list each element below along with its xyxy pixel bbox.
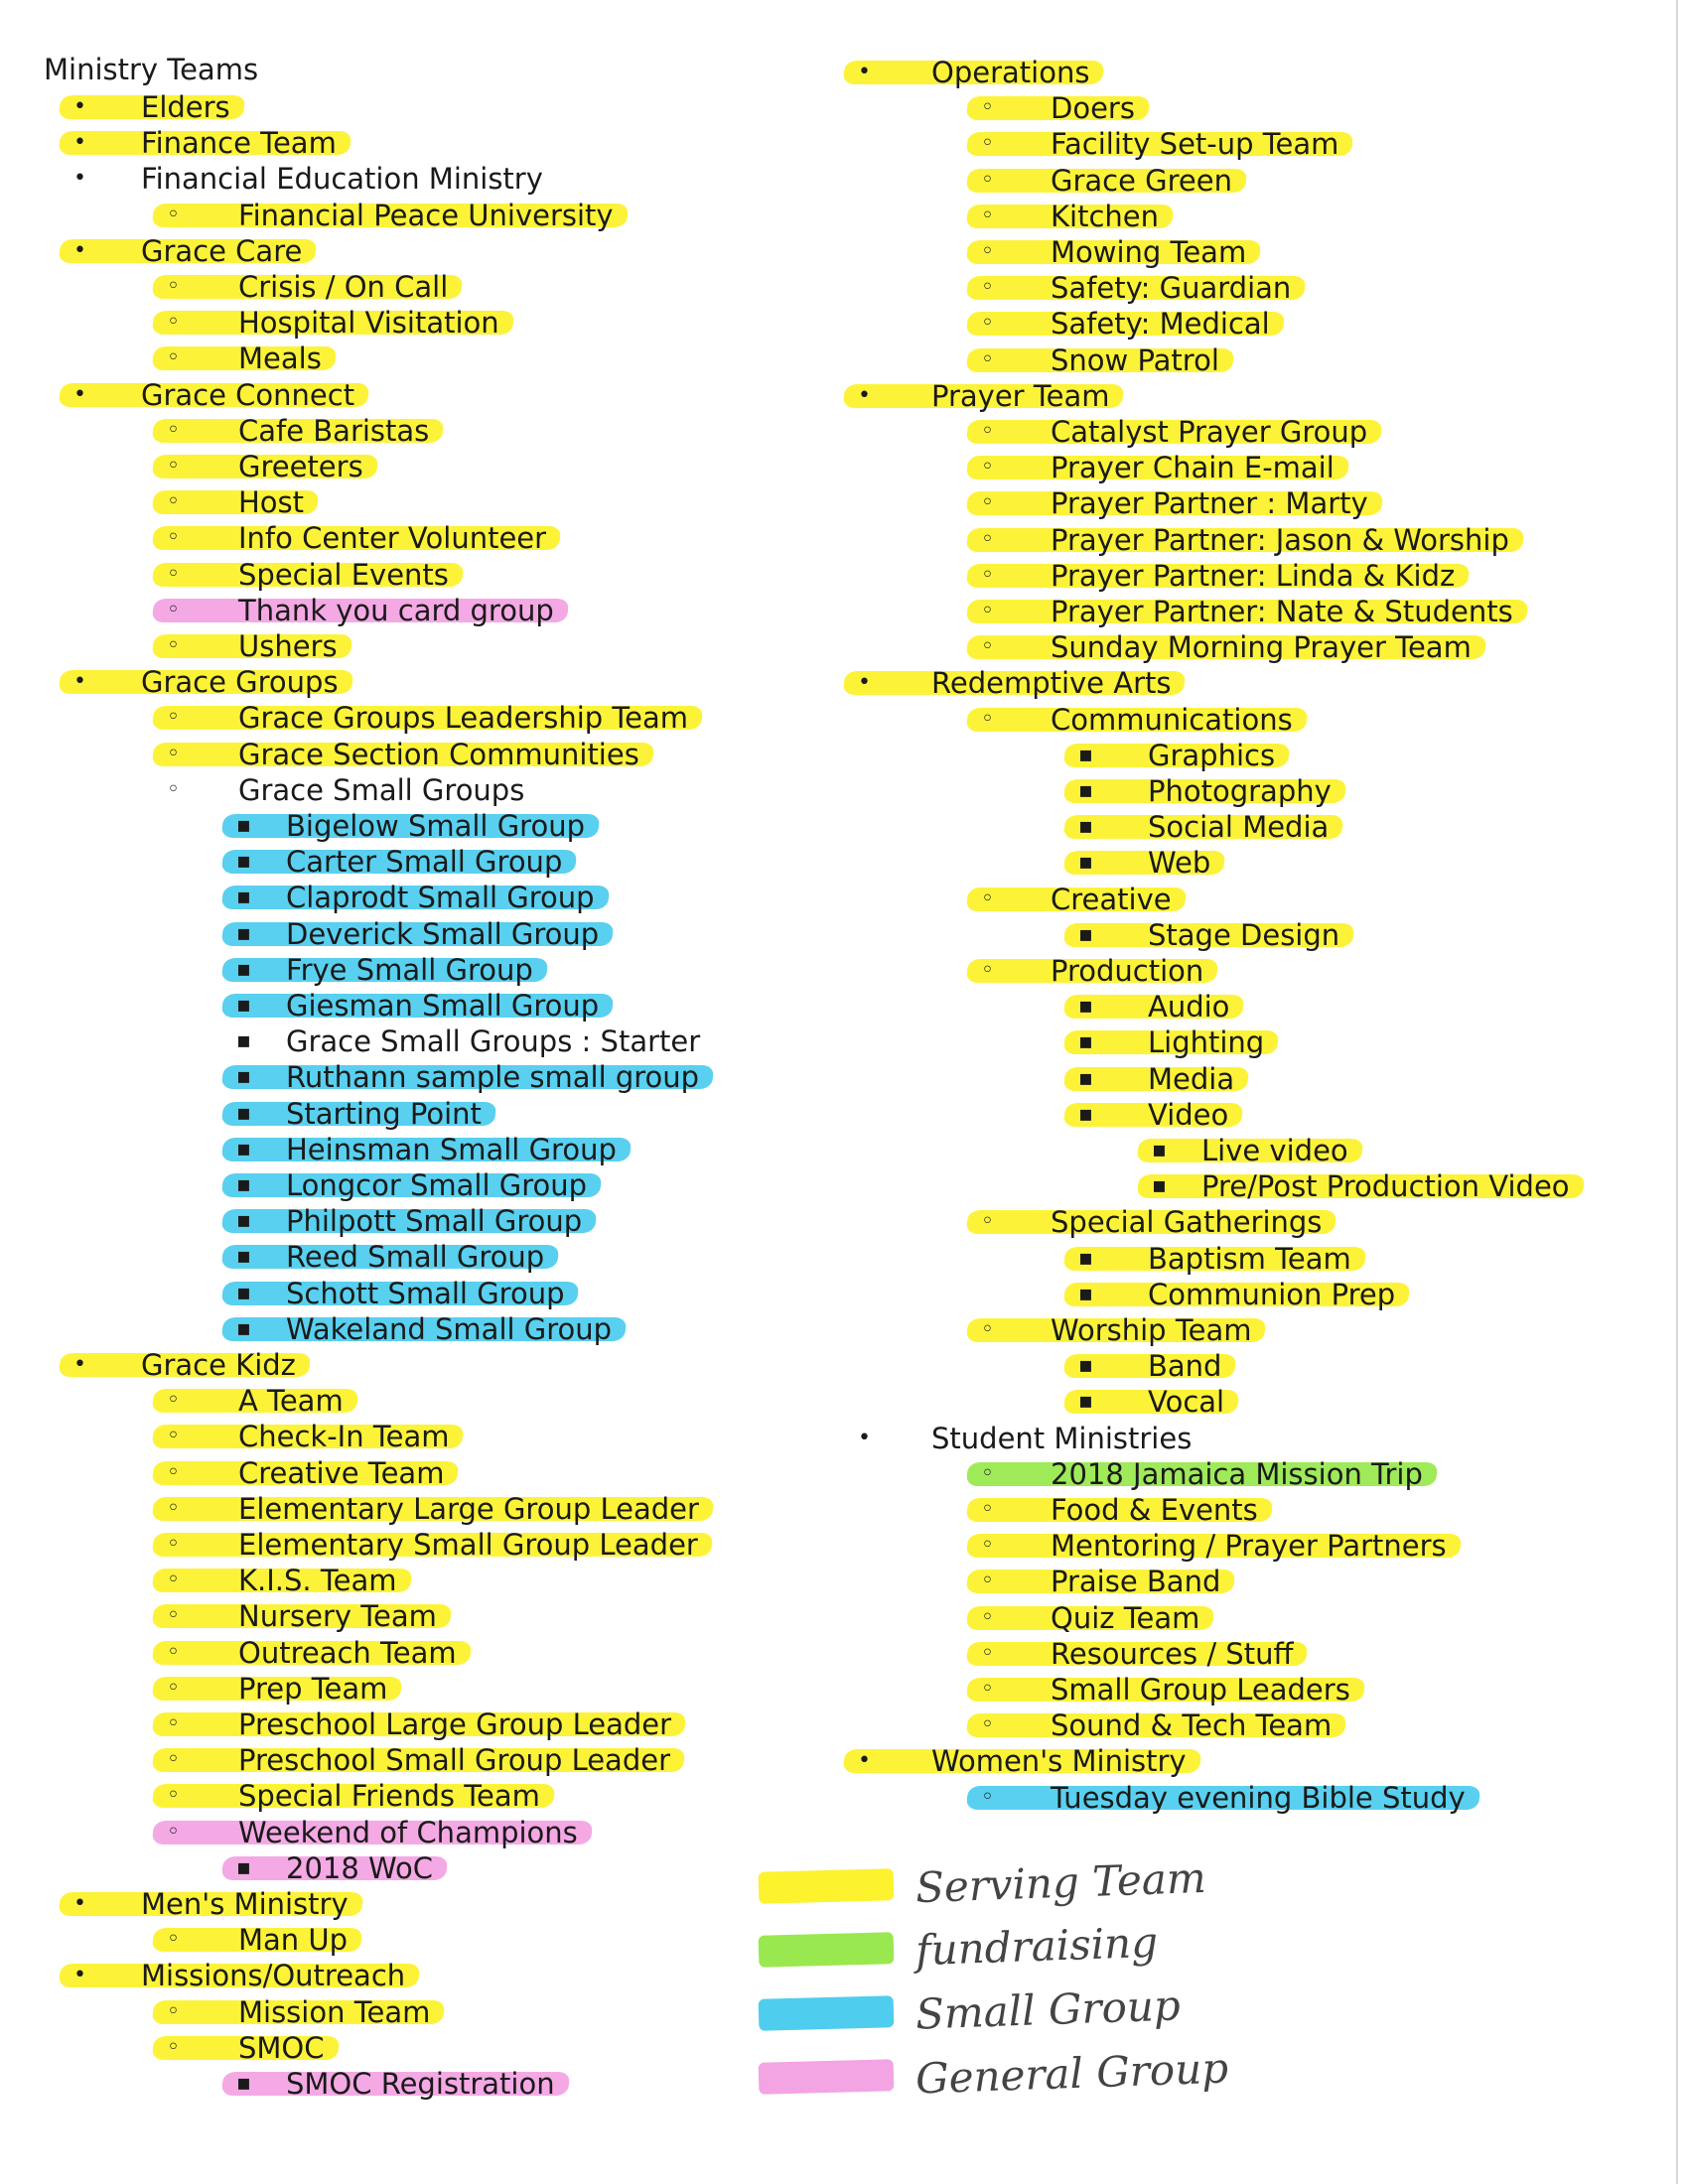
item-label: Reed Small Group bbox=[286, 1240, 545, 1275]
item-label: Special Gatherings bbox=[1051, 1205, 1323, 1240]
item-label: Elders bbox=[141, 90, 230, 124]
bullet-icon: ◦ bbox=[981, 526, 994, 552]
bullet-icon: ◦ bbox=[981, 634, 994, 660]
item-label: Production bbox=[1051, 954, 1204, 988]
bullet-icon: ◦ bbox=[981, 239, 994, 264]
bullet-icon: ◦ bbox=[981, 275, 994, 301]
bullet-icon: ▪ bbox=[236, 1172, 251, 1197]
bullet-icon: ▪ bbox=[1078, 921, 1093, 947]
bullet-icon: ◦ bbox=[981, 167, 994, 193]
item-label: Women's Ministry bbox=[931, 1744, 1187, 1779]
bullet-icon: ▪ bbox=[236, 920, 251, 946]
bullet-icon: • bbox=[858, 60, 871, 84]
legend-label: Small Group bbox=[914, 1980, 1182, 2039]
bullet-icon: ▪ bbox=[236, 1315, 251, 1341]
item-label: Safety: Medical bbox=[1051, 307, 1270, 341]
item-label: Heinsman Small Group bbox=[286, 1132, 617, 1166]
item-label: Grace Care bbox=[141, 233, 303, 268]
item-label: Pre/Post Production Video bbox=[1201, 1169, 1570, 1204]
bullet-icon: ◦ bbox=[981, 958, 994, 983]
bullet-icon: ◦ bbox=[981, 419, 994, 444]
item-label: Prayer Chain E-mail bbox=[1051, 451, 1335, 485]
bullet-icon: ◦ bbox=[167, 1675, 180, 1701]
item-label: Video bbox=[1148, 1097, 1229, 1132]
bullet-icon: ◦ bbox=[167, 1747, 180, 1773]
bullet-icon: ◦ bbox=[981, 1460, 994, 1486]
bullet-icon: ◦ bbox=[981, 1784, 994, 1810]
bullet-icon: • bbox=[73, 1963, 86, 1988]
item-label: Elementary Small Group Leader bbox=[238, 1528, 698, 1562]
item-label: Carter Small Group bbox=[286, 845, 563, 880]
item-label: Wakeland Small Group bbox=[286, 1311, 613, 1346]
bullet-icon: • bbox=[858, 670, 871, 696]
item-label: Giesman Small Group bbox=[286, 989, 600, 1023]
bullet-icon: ◦ bbox=[981, 706, 994, 732]
bullet-icon: ◦ bbox=[167, 1388, 180, 1414]
item-label: Special Friends Team bbox=[238, 1779, 540, 1814]
bullet-icon: ◦ bbox=[981, 490, 994, 516]
item-label: Audio bbox=[1148, 990, 1230, 1024]
item-label: Praise Band bbox=[1051, 1565, 1221, 1599]
bullet-icon: ▪ bbox=[236, 1064, 251, 1090]
bullet-icon: ◦ bbox=[981, 1604, 994, 1630]
bullet-icon: ◦ bbox=[167, 525, 180, 551]
item-label: Baptism Team bbox=[1148, 1241, 1351, 1276]
item-label: Resources / Stuff bbox=[1051, 1636, 1294, 1671]
bullet-icon: ▪ bbox=[236, 1244, 251, 1270]
item-label: Quiz Team bbox=[1051, 1600, 1200, 1635]
bullet-icon: ▪ bbox=[1078, 1029, 1093, 1055]
item-label: Grace Kidz bbox=[141, 1348, 296, 1382]
bullet-icon: ▪ bbox=[1078, 778, 1093, 803]
bullet-icon: • bbox=[858, 1425, 871, 1450]
bullet-icon: ◦ bbox=[167, 202, 180, 227]
page-title: Ministry Teams bbox=[44, 53, 259, 86]
item-label: Starting Point bbox=[286, 1096, 482, 1131]
item-label: Outreach Team bbox=[238, 1635, 457, 1670]
item-label: K.I.S. Team bbox=[238, 1564, 397, 1598]
serving-swatch bbox=[759, 1868, 895, 1904]
item-label: Mentoring / Prayer Partners bbox=[1051, 1529, 1447, 1564]
item-label: Sound & Tech Team bbox=[1051, 1708, 1333, 1743]
bullet-icon: ◦ bbox=[981, 886, 994, 911]
bullet-icon: ◦ bbox=[167, 1819, 180, 1844]
legend-label: General Group bbox=[914, 2043, 1229, 2104]
item-label: Lighting bbox=[1148, 1025, 1265, 1060]
bullet-icon: ▪ bbox=[1078, 1281, 1093, 1306]
item-label: Graphics bbox=[1148, 738, 1276, 772]
bullet-icon: ◦ bbox=[167, 561, 180, 587]
bullet-icon: ▪ bbox=[236, 1854, 251, 1880]
item-label: Stage Design bbox=[1148, 917, 1340, 952]
item-label: Check-In Team bbox=[238, 1420, 450, 1454]
bullet-icon: ▪ bbox=[236, 956, 251, 982]
item-label: Thank you card group bbox=[238, 593, 554, 627]
item-label: Band bbox=[1148, 1349, 1222, 1384]
bullet-icon: ◦ bbox=[167, 1603, 180, 1629]
bullet-icon: • bbox=[858, 382, 871, 408]
item-label: Financial Peace University bbox=[238, 198, 614, 232]
item-label: Live video bbox=[1201, 1134, 1348, 1167]
item-label: Preschool Large Group Leader bbox=[238, 1707, 672, 1741]
item-label: Communion Prep bbox=[1148, 1277, 1396, 1311]
bullet-icon: ▪ bbox=[236, 993, 251, 1018]
bullet-icon: ▪ bbox=[1078, 1101, 1093, 1127]
item-label: Food & Events bbox=[1051, 1493, 1258, 1527]
item-label: Grace Groups bbox=[141, 665, 339, 700]
bullet-icon: ◦ bbox=[981, 1640, 994, 1666]
item-label: Meals bbox=[238, 341, 322, 376]
item-label: Student Ministries bbox=[931, 1421, 1193, 1455]
bullet-icon: ▪ bbox=[236, 813, 251, 838]
bullet-icon: ◦ bbox=[981, 1497, 994, 1522]
bullet-icon: ▪ bbox=[236, 1208, 251, 1234]
bullet-icon: ◦ bbox=[167, 1568, 180, 1593]
fundraising-swatch bbox=[759, 1932, 895, 1968]
item-label: Tuesday evening Bible Study bbox=[1051, 1780, 1466, 1815]
bullet-icon: ▪ bbox=[236, 885, 251, 910]
bullet-icon: ▪ bbox=[236, 1100, 251, 1126]
item-label: Men's Ministry bbox=[141, 1887, 349, 1921]
item-label: Grace Groups Leadership Team bbox=[238, 701, 689, 736]
item-label: Finance Team bbox=[141, 126, 337, 161]
item-label: Creative Team bbox=[238, 1455, 445, 1490]
item-label: Prayer Partner: Nate & Students bbox=[1051, 595, 1513, 628]
item-label: Prayer Partner : Marty bbox=[1051, 486, 1368, 521]
item-label: Bigelow Small Group bbox=[286, 809, 585, 843]
bullet-icon: ◦ bbox=[167, 1532, 180, 1557]
bullet-icon: ▪ bbox=[1078, 1353, 1093, 1379]
item-label: Snow Patrol bbox=[1051, 342, 1219, 377]
item-label: Philpott Small Group bbox=[286, 1204, 583, 1239]
item-label: Grace Section Communities bbox=[238, 737, 639, 771]
bullet-icon: ◦ bbox=[981, 346, 994, 372]
bullet-icon: ◦ bbox=[981, 599, 994, 623]
bullet-icon: • bbox=[73, 130, 86, 156]
bullet-icon: ▪ bbox=[236, 1136, 251, 1161]
item-label: Media bbox=[1148, 1061, 1235, 1096]
item-label: Man Up bbox=[238, 1923, 349, 1958]
item-label: Ruthann sample small group bbox=[286, 1060, 700, 1095]
item-label: Cafe Baristas bbox=[238, 413, 430, 448]
item-label: Grace Small Groups bbox=[238, 772, 525, 807]
item-label: SMOC Registration bbox=[286, 2067, 555, 2101]
item-label: Special Events bbox=[238, 557, 449, 592]
item-label: Frye Small Group bbox=[286, 952, 533, 987]
item-label: Grace Connect bbox=[141, 377, 355, 412]
item-label: Longcor Small Group bbox=[286, 1168, 588, 1202]
item-label: Claprodt Small Group bbox=[286, 881, 595, 915]
bullet-icon: ◦ bbox=[167, 274, 180, 299]
bullet-icon: ◦ bbox=[981, 311, 994, 337]
item-label: Prayer Partner: Linda & Kidz bbox=[1051, 558, 1456, 593]
item-label: Communications bbox=[1051, 702, 1293, 737]
item-label: Prep Team bbox=[238, 1671, 388, 1706]
bullet-icon: ▪ bbox=[236, 1280, 251, 1305]
item-label: Mowing Team bbox=[1051, 235, 1247, 269]
item-label: Photography bbox=[1148, 774, 1332, 808]
legend-item-small-group bbox=[755, 1980, 1271, 2039]
item-label: Schott Small Group bbox=[286, 1276, 565, 1310]
general-swatch bbox=[759, 2059, 895, 2095]
item-label: Weekend of Champions bbox=[238, 1815, 578, 1849]
bullet-icon: ▪ bbox=[1078, 1389, 1093, 1415]
bullet-icon: ▪ bbox=[1078, 1245, 1093, 1271]
legend-item-serving bbox=[755, 1852, 1271, 1913]
bullet-icon: • bbox=[858, 1748, 871, 1774]
bullet-icon: ◦ bbox=[167, 454, 180, 478]
item-label: Nursery Team bbox=[238, 1599, 437, 1634]
scan-edge bbox=[1676, 0, 1678, 2184]
bullet-icon: ◦ bbox=[981, 131, 994, 157]
bullet-icon: ◦ bbox=[167, 1495, 180, 1521]
bullet-icon: • bbox=[73, 166, 86, 192]
bullet-icon: ◦ bbox=[981, 203, 994, 228]
item-label: Grace Green bbox=[1051, 163, 1232, 198]
bullet-icon: ▪ bbox=[236, 849, 251, 875]
item-label: Vocal bbox=[1148, 1385, 1225, 1420]
item-label: Operations bbox=[931, 56, 1090, 89]
bullet-icon: ◦ bbox=[167, 489, 180, 515]
bullet-icon: ◦ bbox=[167, 1783, 180, 1809]
bullet-icon: ◦ bbox=[981, 455, 994, 480]
bullet-icon: ◦ bbox=[167, 1927, 180, 1953]
bullet-icon: ◦ bbox=[981, 1677, 994, 1702]
item-label: Kitchen bbox=[1051, 199, 1159, 233]
small-group-swatch bbox=[759, 1995, 895, 2031]
bullet-icon: • bbox=[73, 381, 86, 407]
item-label: Missions/Outreach bbox=[141, 1959, 406, 1993]
item-label: Social Media bbox=[1148, 810, 1330, 845]
bullet-icon: ▪ bbox=[1078, 1065, 1093, 1091]
bullet-icon: ◦ bbox=[981, 1569, 994, 1594]
bullet-icon: • bbox=[73, 237, 86, 263]
item-label: Catalyst Prayer Group bbox=[1051, 415, 1368, 449]
item-label: Worship Team bbox=[1051, 1313, 1252, 1347]
item-label: Redemptive Arts bbox=[931, 666, 1172, 701]
legend-item-general bbox=[755, 2043, 1271, 2104]
item-label: Info Center Volunteer bbox=[238, 521, 547, 556]
bullet-icon: ◦ bbox=[981, 95, 994, 121]
bullet-icon: ◦ bbox=[167, 1998, 180, 2024]
bullet-icon: ◦ bbox=[167, 597, 180, 622]
bullet-icon: ▪ bbox=[1078, 814, 1093, 840]
bullet-icon: ◦ bbox=[167, 776, 180, 802]
bullet-icon: ◦ bbox=[167, 345, 180, 371]
bullet-icon: ◦ bbox=[167, 1459, 180, 1485]
item-label: SMOC bbox=[238, 2030, 325, 2065]
bullet-icon: ◦ bbox=[167, 310, 180, 336]
bullet-icon: ▪ bbox=[1152, 1138, 1167, 1162]
item-label: Facility Set-up Team bbox=[1051, 127, 1339, 162]
bullet-icon: ▪ bbox=[236, 1028, 251, 1054]
item-label: Preschool Small Group Leader bbox=[238, 1743, 670, 1778]
bullet-icon: ◦ bbox=[167, 633, 180, 658]
bullet-icon: • bbox=[73, 1352, 86, 1377]
item-label: Sunday Morning Prayer Team bbox=[1051, 630, 1472, 665]
item-label: Crisis / On Call bbox=[238, 270, 449, 304]
bullet-icon: ◦ bbox=[167, 1711, 180, 1736]
item-label: Small Group Leaders bbox=[1051, 1673, 1350, 1706]
item-label: Prayer Partner: Jason & Worship bbox=[1051, 522, 1509, 557]
bullet-icon: ▪ bbox=[1078, 742, 1093, 767]
bullet-icon: ◦ bbox=[981, 1209, 994, 1235]
item-label: Financial Education Ministry bbox=[141, 162, 543, 197]
bullet-icon: ▪ bbox=[236, 2071, 251, 2096]
bullet-icon: ▪ bbox=[1078, 994, 1093, 1020]
item-label: 2018 WoC bbox=[286, 1850, 433, 1885]
bullet-icon: ◦ bbox=[981, 1712, 994, 1738]
bullet-icon: ▪ bbox=[1152, 1173, 1167, 1199]
item-label: Safety: Guardian bbox=[1051, 271, 1292, 306]
color-legend bbox=[755, 1852, 1271, 2134]
item-label: Web bbox=[1148, 846, 1211, 881]
bullet-icon: ◦ bbox=[981, 562, 994, 588]
item-label: Elementary Large Group Leader bbox=[238, 1491, 699, 1526]
item-label: Prayer Team bbox=[931, 378, 1110, 413]
bullet-icon: ◦ bbox=[167, 2034, 180, 2060]
bullet-icon: ◦ bbox=[981, 1533, 994, 1559]
item-label: Host bbox=[238, 485, 305, 520]
bullet-icon: ◦ bbox=[167, 741, 180, 766]
item-label: Creative bbox=[1051, 882, 1172, 916]
item-label: 2018 Jamaica Mission Trip bbox=[1051, 1456, 1423, 1491]
bullet-icon: ◦ bbox=[167, 705, 180, 731]
bullet-icon: ◦ bbox=[167, 1424, 180, 1449]
legend-item-fundraising bbox=[755, 1917, 1271, 1976]
item-label: Hospital Visitation bbox=[238, 306, 499, 341]
bullet-icon: • bbox=[73, 94, 86, 119]
bullet-icon: ▪ bbox=[1078, 850, 1093, 876]
item-label: A Team bbox=[238, 1384, 344, 1419]
item-label: Mission Team bbox=[238, 1994, 431, 2029]
legend-label: fundraising bbox=[914, 1917, 1159, 1976]
bullet-icon: ◦ bbox=[981, 1317, 994, 1342]
legend-label: Serving Team bbox=[914, 1852, 1207, 1913]
bullet-icon: • bbox=[73, 669, 86, 695]
item-label: Doers bbox=[1051, 91, 1135, 126]
item-label: Deverick Small Group bbox=[286, 916, 600, 951]
bullet-icon: ◦ bbox=[167, 1639, 180, 1665]
bullet-icon: • bbox=[73, 1891, 86, 1916]
bullet-icon: ◦ bbox=[167, 417, 180, 443]
item-label: Grace Small Groups : Starter bbox=[286, 1024, 701, 1059]
item-label: Greeters bbox=[238, 450, 363, 483]
item-label: Ushers bbox=[238, 629, 338, 663]
